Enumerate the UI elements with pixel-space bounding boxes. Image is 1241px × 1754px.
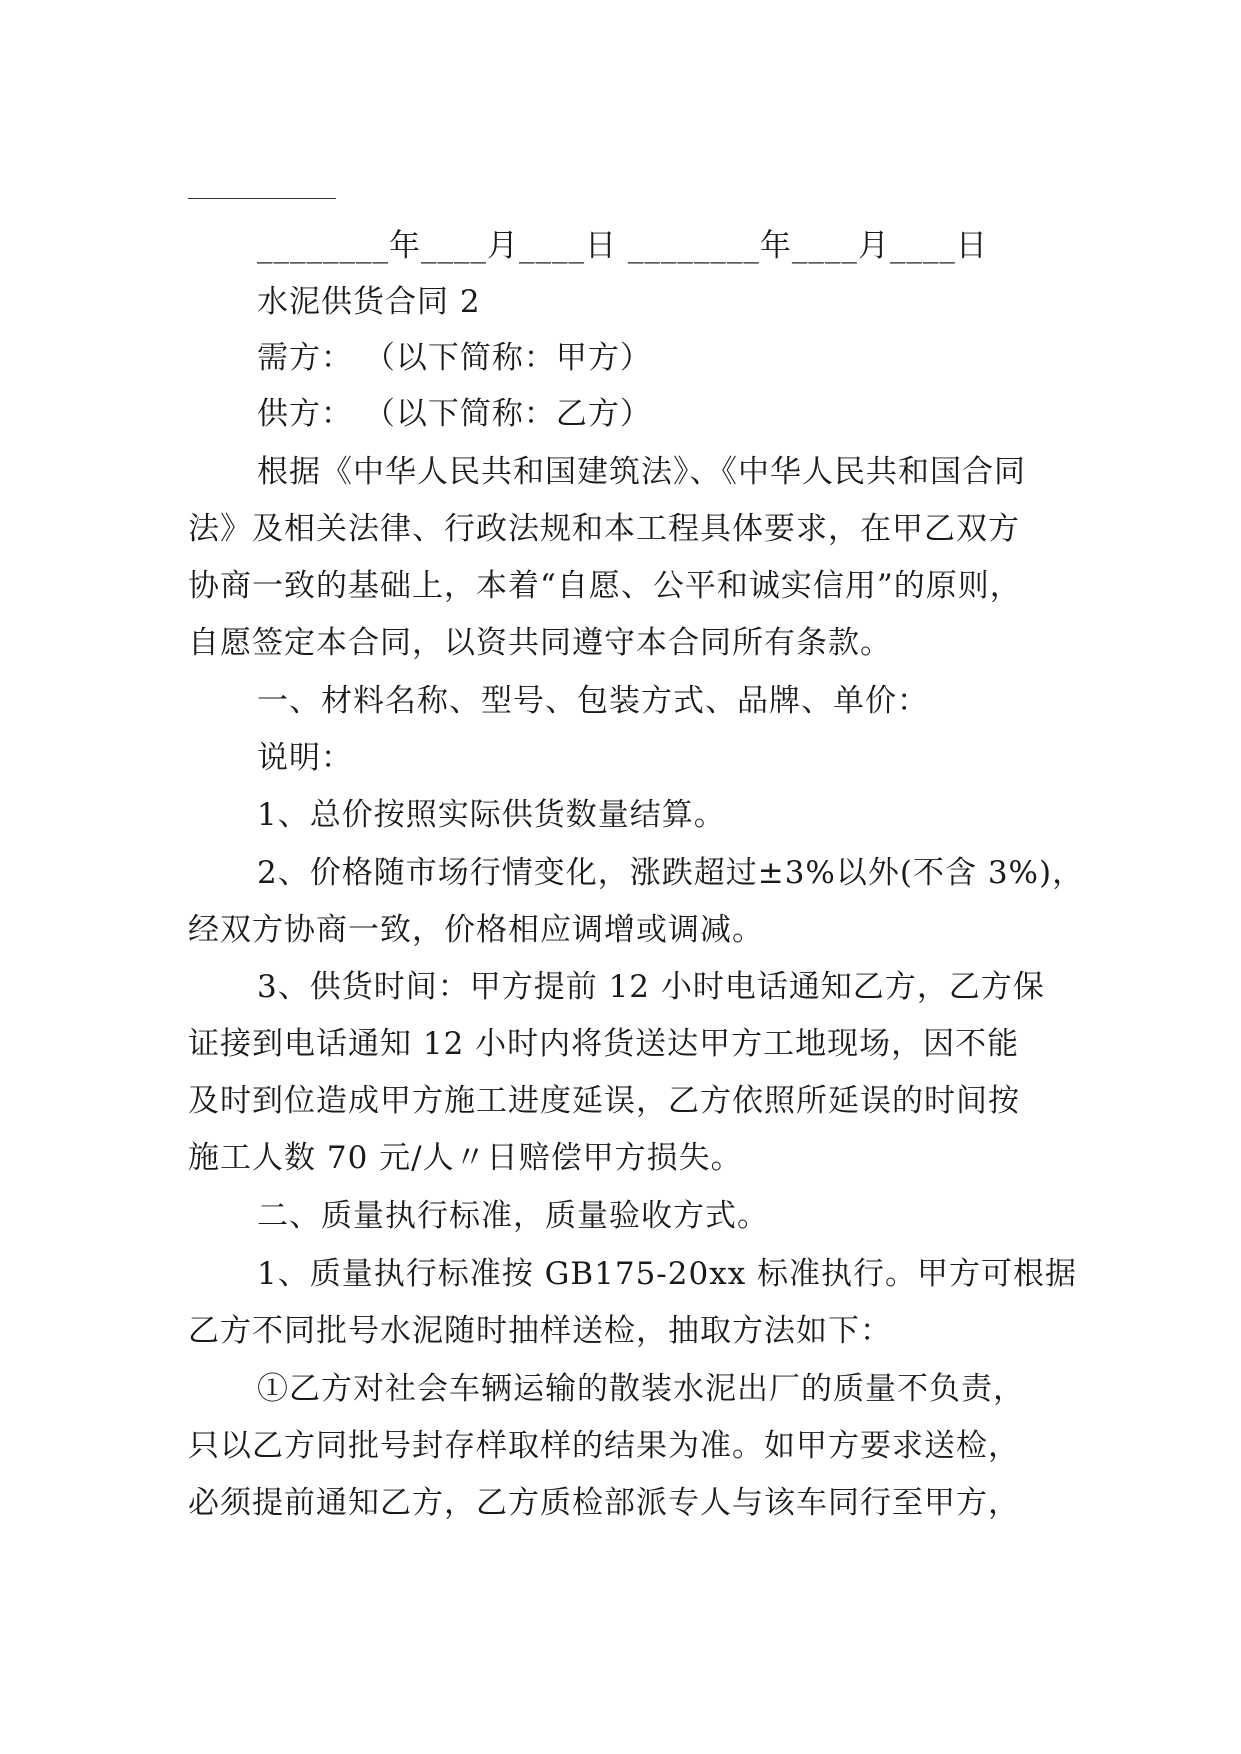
signature-rule [188,198,336,199]
party-b-line: 供方： （以下简称：乙方） [257,396,652,432]
item-1: 1、总价按照实际供货数量结算。 [257,797,726,833]
quality-sub-1-line: 必须提前通知乙方，乙方质检部派专人与该车同行至甲方， [188,1485,1020,1521]
item-3-line: 及时到位造成甲方施工进度延误，乙方依照所延误的时间按 [188,1083,1020,1119]
date-line: ________年____月____日 ________年____月____日 [257,228,988,264]
item-3-line: 证接到电话通知 12 小时内将货送达甲方工地现场，因不能 [188,1026,1020,1062]
section-2-heading: 二、质量执行标准，质量验收方式。 [257,1198,769,1234]
intro-line: 协商一致的基础上，本着“自愿、公平和诚实信用”的原则， [188,568,1022,604]
quality-item-1-line: 乙方不同批号水泥随时抽样送检，抽取方法如下： [188,1313,892,1349]
item-2-line: 经双方协商一致，价格相应调增或调减。 [188,912,764,948]
party-a-line: 需方： （以下简称：甲方） [257,340,652,376]
intro-line: 自愿签定本合同，以资共同遵守本合同所有条款。 [188,625,892,661]
intro-line: 法》及相关法律、行政法规和本工程具体要求，在甲乙双方 [188,511,1020,547]
section-1-heading: 一、材料名称、型号、包装方式、品牌、单价： [257,683,929,719]
item-3-line: 施工人数 70 元/人〃日赔偿甲方损失。 [188,1140,743,1176]
item-3-line: 3、供货时间：甲方提前 12 小时电话通知乙方，乙方保 [257,969,1045,1005]
document-title: 水泥供货合同 2 [257,284,481,320]
quality-item-1-line: 1、质量执行标准按 GB175-20xx 标准执行。甲方可根据 [257,1256,1078,1292]
intro-line: 根据《中华人民共和国建筑法》、《中华人民共和国合同 [257,454,1026,490]
quality-sub-1-line: ①乙方对社会车辆运输的散装水泥出厂的质量不负责， [257,1371,1025,1407]
item-2-line: 2、价格随市场行情变化，涨跌超过±3%以外(不含 3%)， [257,855,1085,891]
quality-sub-1-line: 只以乙方同批号封存样取样的结果为准。如甲方要求送检， [188,1428,1020,1464]
note-label: 说明： [257,740,353,776]
